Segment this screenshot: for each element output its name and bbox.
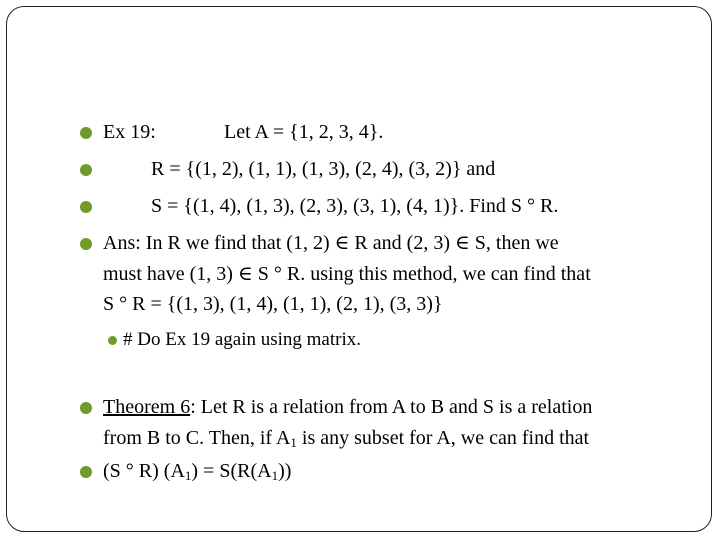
theorem-label: Theorem 6 [103, 396, 191, 418]
set-a-definition: Let A = {1, 2, 3, 4}. [224, 121, 384, 143]
subscript: 1 [271, 468, 279, 483]
subscript: 1 [290, 435, 297, 450]
formula-part: (S ° R) (A [103, 460, 185, 482]
formula-part: )) [278, 460, 292, 482]
theorem-text-part: is any subset for A, we can find that [296, 427, 590, 449]
relation-s-definition: S = {(1, 4), (1, 3), (2, 3), (3, 1), (4, 1)}. Find S ° R. [151, 195, 559, 217]
answer-line-3: S ° R = {(1, 3), (1, 4), (1, 1), (2, 1), (3, 3)} [103, 293, 443, 315]
formula-part: ) = S(R(A [191, 460, 272, 482]
answer-line-2: must have (1, 3) ∈ S ° R. using this method, we can find that [103, 263, 591, 285]
theorem-text-part: from B to C. Then, if A [103, 427, 291, 449]
subscript: 1 [184, 468, 192, 483]
answer-line-1: Ans: In R we find that (1, 2) ∈ R and (2, 3) ∈ S, then we [103, 232, 559, 254]
bullet-icon [80, 201, 92, 213]
bullet-icon [80, 466, 92, 478]
example-heading [103, 117, 384, 147]
relation-r-definition: R = {(1, 2), (1, 1), (1, 3), (2, 4), (3, 2)} and [151, 158, 496, 180]
theorem-line-2 [103, 423, 589, 453]
example-label: Ex 19: [103, 121, 156, 143]
matrix-note: # Do Ex 19 again using matrix. [123, 329, 361, 350]
theorem-text: : Let R is a relation from A to B and S is a relation [190, 396, 593, 418]
theorem-line-1 [103, 392, 592, 422]
bullet-icon [80, 402, 92, 414]
bullet-icon [80, 164, 92, 176]
bullet-icon [80, 238, 92, 250]
composition-formula [103, 456, 291, 486]
bullet-icon [80, 127, 92, 139]
sub-bullet-icon [108, 336, 117, 345]
